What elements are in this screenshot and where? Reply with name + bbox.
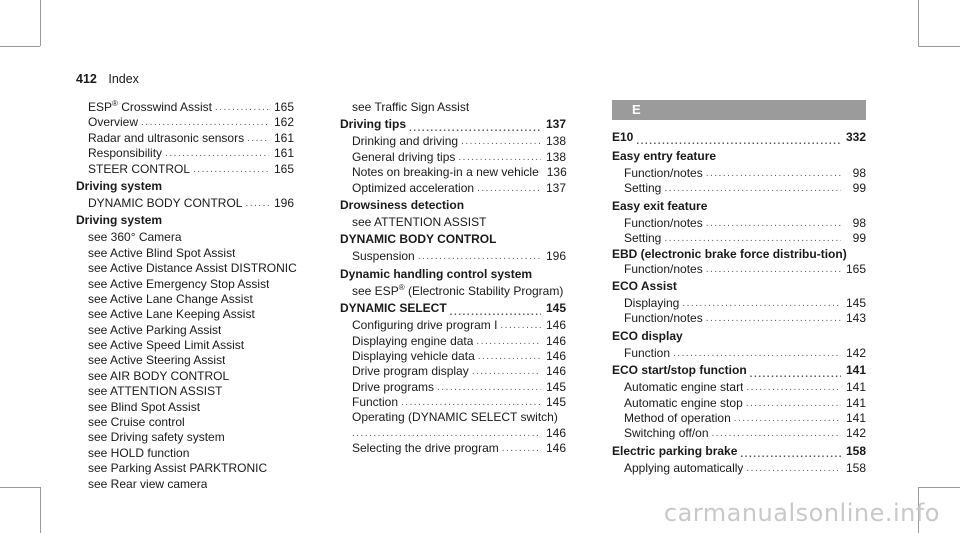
index-column-3 (612, 100, 866, 476)
index-entry-text: Drowsiness detection (340, 197, 465, 212)
index-entry-text: DYNAMIC SELECT (340, 301, 447, 316)
crop-mark (40, 487, 41, 533)
index-entry-text: Configuring drive program I (352, 318, 498, 333)
index-entry-text: see Cruise control (88, 415, 185, 430)
index-entry[interactable] (612, 147, 866, 166)
index-entry-text: Function (352, 395, 399, 410)
index-subentry[interactable] (340, 181, 566, 196)
index-page-number: 141 (845, 410, 866, 425)
index-subentry[interactable] (76, 196, 294, 211)
index-page-number: 145 (545, 301, 566, 316)
dot-leader (673, 346, 841, 361)
dot-leader (706, 166, 841, 181)
index-entry-text: Switching off/on (624, 426, 709, 441)
index-entry-text: see ATTENTION ASSIST (352, 214, 487, 229)
index-entry-text: Driving system (76, 178, 163, 193)
dot-leader (418, 249, 541, 264)
index-entry-text: Automatic engine start (624, 380, 744, 395)
index-entry-text: see Active Blind Spot Assist (88, 245, 236, 260)
index-subentry[interactable] (612, 396, 866, 411)
index-subentry[interactable] (76, 369, 294, 384)
dot-leader (636, 132, 841, 147)
index-page-number: 146 (545, 441, 566, 456)
index-entry-text: Drinking and driving (352, 134, 459, 149)
index-subentry[interactable] (340, 215, 566, 230)
index-subentry[interactable] (76, 162, 294, 177)
index-entry-text: Function/notes (624, 165, 703, 180)
index-entry-text: see Active Lane Change Assist (88, 291, 253, 306)
index-subentry[interactable] (340, 284, 566, 299)
index-column-2 (340, 100, 566, 457)
index-subentry[interactable] (340, 426, 566, 441)
index-page-number: 146 (545, 348, 566, 363)
index-page-number: 99 (852, 231, 866, 246)
index-entry-text: Automatic engine stop (624, 395, 743, 410)
index-entry-text: see HOLD function (88, 445, 190, 460)
index-entry-text: Setting (624, 181, 662, 196)
index-entry-text: Optimized acceleration (352, 180, 475, 195)
index-entry-text: Selecting the drive program (352, 441, 499, 456)
index-entry[interactable] (612, 327, 866, 346)
index-entry-text: see Blind Spot Assist (88, 399, 201, 414)
dot-leader (746, 380, 841, 395)
dot-leader (437, 380, 541, 395)
index-subentry[interactable] (76, 230, 294, 245)
index-entry-text: see Active Distance Assist DISTRONIC (88, 261, 297, 276)
index-page-number: 142 (845, 426, 866, 441)
index-subentry[interactable] (76, 461, 294, 476)
dot-leader (476, 334, 541, 349)
page-number: 412 (76, 72, 97, 86)
dot-leader (458, 150, 541, 165)
dot-leader (165, 146, 269, 161)
crop-mark (0, 487, 40, 488)
index-page-number: 146 (545, 333, 566, 348)
index-subentry[interactable] (76, 353, 294, 368)
dot-leader (472, 364, 541, 379)
dot-leader (664, 181, 841, 196)
index-entry-text: DYNAMIC BODY CONTROL (88, 195, 243, 210)
dot-leader (746, 396, 841, 411)
index-page-number: 142 (845, 345, 866, 360)
index-subentry[interactable] (76, 146, 294, 161)
index-entry-text: Easy exit feature (612, 198, 708, 213)
index-subentry[interactable] (76, 477, 294, 492)
index-page-number: 141 (845, 395, 866, 410)
index-entry[interactable] (612, 247, 866, 262)
index-entry-text: ESP® Crosswind Assist (88, 99, 212, 114)
index-page-number: 145 (545, 395, 566, 410)
index-entry[interactable] (612, 197, 866, 216)
index-subentry[interactable] (612, 426, 866, 441)
index-page-number: 165 (273, 161, 294, 176)
index-entry[interactable] (340, 230, 566, 249)
index-subentry[interactable] (76, 292, 294, 307)
index-subentry[interactable] (76, 323, 294, 338)
dot-leader (477, 181, 541, 196)
index-entry-text: Applying automatically (624, 460, 744, 475)
dot-leader (352, 426, 541, 441)
dot-leader (712, 426, 842, 441)
crop-mark (40, 0, 41, 46)
index-entry-text: Driving tips (340, 117, 407, 132)
index-entry[interactable] (340, 115, 566, 134)
index-page-number: 138 (545, 134, 566, 149)
index-entry-text: Displaying engine data (352, 333, 474, 348)
index-entry[interactable] (612, 128, 866, 147)
dot-leader (478, 349, 541, 364)
index-page-number: 158 (845, 460, 866, 475)
index-subentry[interactable] (612, 166, 866, 181)
index-entry-text: see Active Lane Keeping Assist (88, 307, 255, 322)
index-subentry[interactable] (76, 261, 297, 276)
index-subentry[interactable] (76, 446, 294, 461)
page-section-title: Index (108, 72, 139, 86)
index-page-number: 165 (273, 99, 294, 114)
index-entry-text: Overview (88, 115, 139, 130)
index-page-number: 98 (852, 215, 866, 230)
index-page-number: 165 (845, 261, 866, 276)
index-entry-text: Operating (DYNAMIC SELECT switch) (352, 410, 558, 425)
index-entry-text: Displaying vehicle data (352, 348, 475, 363)
index-entry-text: see ATTENTION ASSIST (88, 384, 223, 399)
index-entry[interactable] (76, 211, 294, 230)
index-entry[interactable] (612, 277, 866, 296)
index-entry-text: see Traffic Sign Assist (352, 99, 470, 114)
dot-leader (746, 461, 841, 476)
index-entry-text: Easy entry feature (612, 149, 717, 163)
index-page-number: 146 (545, 364, 566, 379)
dot-leader (215, 100, 269, 115)
index-subentry[interactable] (612, 216, 866, 231)
dot-leader (706, 311, 841, 326)
index-subentry[interactable] (340, 349, 566, 364)
index-page-number: 143 (845, 311, 866, 326)
index-entry-text: Function/notes (624, 311, 703, 326)
index-entry-text: ECO display (612, 328, 683, 343)
index-page-number: 161 (273, 146, 294, 161)
index-page-number: 145 (845, 295, 866, 310)
dot-leader (193, 162, 269, 177)
index-entry-text: Displaying (624, 295, 680, 310)
index-entry-text: Suspension (352, 249, 415, 264)
index-subentry[interactable] (76, 100, 294, 115)
index-page-number: 98 (852, 165, 866, 180)
index-subentry[interactable] (340, 410, 566, 425)
crop-mark (918, 46, 960, 47)
index-entry-text: Function/notes (624, 261, 703, 276)
index-subentry[interactable] (340, 150, 566, 165)
index-subentry[interactable] (612, 411, 866, 426)
index-page-number: 137 (545, 117, 566, 132)
index-subentry[interactable] (612, 262, 866, 277)
index-entry-text: Setting (624, 231, 662, 246)
index-subentry[interactable] (340, 334, 566, 349)
index-entry[interactable] (612, 361, 866, 380)
index-entry-text: see Active Emergency Stop Assist (88, 276, 270, 291)
dot-leader (734, 411, 841, 426)
index-column-1 (76, 99, 297, 492)
index-subentry[interactable] (76, 307, 294, 322)
index-entry-text: see Parking Assist PARKTRONIC (88, 461, 268, 476)
dot-leader (664, 231, 841, 246)
index-entry-text: see 360° Camera (88, 230, 182, 245)
dot-leader (750, 365, 841, 380)
index-page-number: 332 (845, 130, 866, 144)
index-entry-text: Function (624, 345, 671, 360)
index-page-number: 158 (845, 443, 866, 458)
dot-leader (247, 131, 269, 146)
index-subentry[interactable] (612, 181, 866, 196)
index-entry-text: see Driving safety system (88, 430, 225, 445)
index-subentry[interactable] (340, 318, 566, 333)
index-page-number: 138 (545, 149, 566, 164)
index-entry-text: Responsibility (88, 146, 163, 161)
index-letter-heading: E (612, 100, 866, 120)
crop-mark (918, 0, 919, 46)
index-page-number: 146 (545, 318, 566, 333)
index-subentry[interactable] (340, 100, 566, 115)
index-entry[interactable] (612, 442, 866, 461)
index-entry-text: see ESP® (Electronic Stability Program) (352, 283, 564, 298)
dot-leader (401, 395, 541, 410)
index-entry-text: EBD (electronic brake force distribu-tion) (612, 246, 847, 261)
index-entry-text: Radar and ultrasonic sensors (88, 130, 245, 145)
index-entry-text: see AIR BODY CONTROL (88, 368, 230, 383)
index-entry-text: General driving tips (352, 149, 456, 164)
crop-mark (0, 46, 40, 47)
index-page-number: 196 (273, 195, 294, 210)
index-entry-text: ECO Assist (612, 278, 677, 293)
index-entry-text: Method of operation (624, 410, 731, 425)
index-subentry[interactable] (340, 364, 566, 379)
dot-leader (461, 134, 541, 149)
index-page-number: 141 (845, 363, 866, 378)
index-subentry[interactable] (76, 430, 294, 445)
index-entry-text: see Active Parking Assist (88, 322, 222, 337)
index-entry-text: Drive programs (352, 379, 435, 394)
index-subentry[interactable] (76, 400, 294, 415)
index-subentry[interactable] (612, 346, 866, 361)
dot-leader (682, 296, 841, 311)
dot-leader (706, 216, 841, 231)
index-page-number: 137 (545, 180, 566, 195)
dot-leader (706, 262, 841, 277)
index-entry-text: Function/notes (624, 215, 703, 230)
dot-leader (245, 196, 269, 211)
index-subentry[interactable] (340, 441, 566, 456)
watermark: carmanualsonline.info (663, 499, 940, 527)
index-entry-text: Notes on breaking-in a new vehicle (352, 165, 539, 180)
index-subentry[interactable] (340, 134, 566, 149)
index-subentry[interactable] (340, 380, 566, 395)
index-subentry[interactable] (340, 165, 566, 180)
index-entry-text: Driving system (76, 213, 163, 228)
dot-leader (450, 303, 541, 318)
crop-mark (918, 487, 960, 488)
index-subentry[interactable] (340, 395, 566, 410)
index-subentry[interactable] (612, 461, 866, 476)
index-entry[interactable] (340, 299, 566, 318)
index-page-number: 99 (852, 181, 866, 196)
index-entry-text: Electric parking brake (612, 443, 738, 458)
index-entry-text: Dynamic handling control system (340, 266, 533, 281)
index-subentry[interactable] (76, 415, 294, 430)
index-subentry[interactable] (76, 115, 294, 130)
index-page-number: 146 (545, 425, 566, 440)
index-page-number: 196 (545, 249, 566, 264)
index-subentry[interactable] (76, 384, 294, 399)
index-entry-text: STEER CONTROL (88, 161, 191, 176)
index-entry-text: E10 (612, 130, 634, 144)
index-entry[interactable] (340, 196, 566, 215)
page-header (76, 72, 139, 86)
index-subentry[interactable] (76, 131, 294, 146)
index-entry-text: Drive program display (352, 364, 469, 379)
index-entry-text: ECO start/stop function (612, 363, 747, 378)
dot-leader (141, 115, 269, 130)
index-subentry[interactable] (612, 296, 866, 311)
index-subentry[interactable] (612, 311, 866, 326)
dot-leader (740, 445, 841, 460)
index-entry-text: DYNAMIC BODY CONTROL (340, 232, 497, 247)
index-subentry[interactable] (76, 246, 294, 261)
index-page-number: 145 (545, 379, 566, 394)
dot-leader (502, 441, 541, 456)
index-subentry[interactable] (76, 338, 294, 353)
dot-leader (500, 318, 541, 333)
index-entry[interactable] (76, 177, 294, 196)
index-page-number: 162 (273, 115, 294, 130)
index-subentry[interactable] (612, 231, 866, 246)
index-entry-text: see Active Steering Assist (88, 353, 226, 368)
dot-leader (409, 119, 541, 134)
index-subentry[interactable] (76, 277, 294, 292)
index-subentry[interactable] (612, 380, 866, 395)
index-subentry[interactable] (340, 249, 566, 264)
index-entry-text: see Rear view camera (88, 476, 208, 491)
index-page-number: 136 (546, 165, 567, 180)
index-entry-text: see Active Speed Limit Assist (88, 338, 245, 353)
index-entry[interactable] (340, 265, 566, 284)
index-page-number: 141 (845, 380, 866, 395)
index-page-number: 161 (273, 130, 294, 145)
